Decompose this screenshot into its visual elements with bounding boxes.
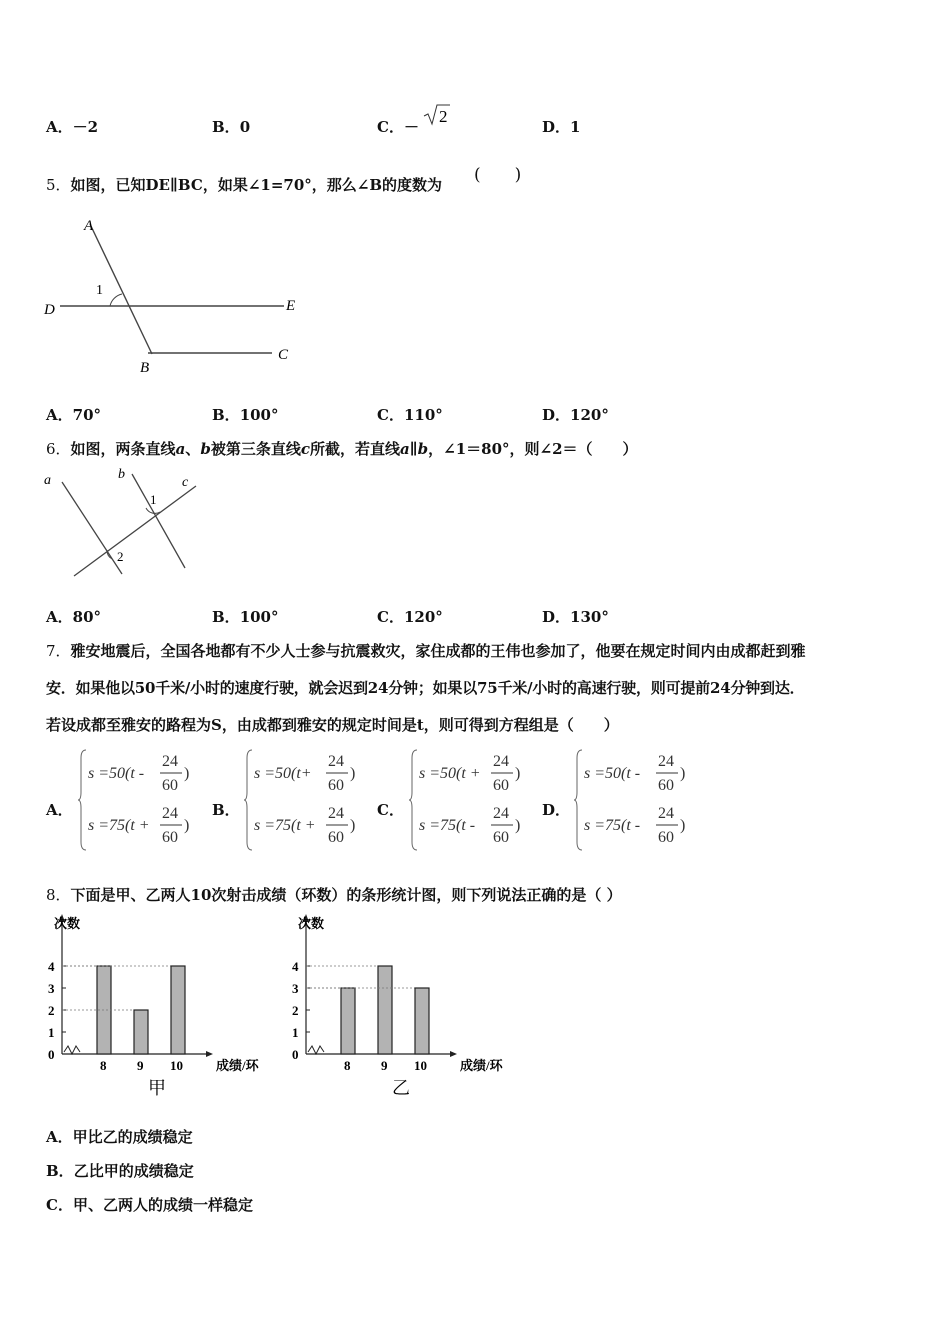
axis-break bbox=[64, 1046, 80, 1054]
q7-stem-line1: 7．雅安地震后，全国各地都有不少人士参与抗震救灾，家住成都的王伟也参加了，他要在规定时间内由成都赶到雅 bbox=[46, 642, 806, 660]
x-tick-label: 8 bbox=[100, 1058, 107, 1073]
fraction-denominator: 60 bbox=[328, 829, 344, 846]
equation-suffix: ) bbox=[515, 765, 521, 782]
y-tick-label: 1 bbox=[48, 1025, 55, 1040]
label-a: a bbox=[44, 473, 51, 488]
fraction-denominator: 60 bbox=[658, 777, 674, 794]
q7-option-c: C． bbox=[377, 801, 404, 819]
chart-yi bbox=[284, 908, 524, 1098]
y-tick-label: 0 bbox=[292, 1047, 299, 1062]
fraction-numerator: 24 bbox=[162, 753, 178, 770]
fraction-numerator: 24 bbox=[493, 753, 509, 770]
q7-stem-line2: 安．如果他以50千米/小时的速度行驶，就会迟到24分钟；如果以75千米/小时的高速行驶，则可提前24分钟到达． bbox=[46, 679, 805, 697]
chart-title: 甲 bbox=[148, 1078, 166, 1098]
label-b: B bbox=[140, 360, 150, 376]
x-tick-label: 9 bbox=[137, 1058, 144, 1073]
equation-suffix: ) bbox=[350, 817, 356, 834]
q7-option-a: A． bbox=[46, 801, 73, 819]
y-tick-label: 2 bbox=[292, 1003, 299, 1018]
y-axis-label: 次数 bbox=[54, 916, 81, 931]
sqrt-radicand: 2 bbox=[439, 107, 448, 126]
y-tick-label: 4 bbox=[292, 959, 299, 974]
x-axis-arrow bbox=[450, 1051, 457, 1057]
fraction-denominator: 60 bbox=[493, 777, 509, 794]
q7-option-d-system bbox=[574, 748, 704, 852]
line-a bbox=[62, 482, 122, 574]
q7-option-a-system bbox=[78, 748, 208, 852]
label-c: c bbox=[182, 475, 189, 490]
chart-title: 乙 bbox=[392, 1078, 410, 1098]
q7-stem-line3: 若设成都至雅安的路程为S，由成都到雅安的规定时间是t，则可得到方程组是（ ） bbox=[46, 716, 619, 734]
fraction-denominator: 60 bbox=[493, 829, 509, 846]
y-tick-label: 0 bbox=[48, 1047, 55, 1062]
q5-option-b: B．100° bbox=[212, 406, 279, 424]
q7-option-b: B． bbox=[212, 801, 240, 819]
x-tick-label: 10 bbox=[170, 1058, 183, 1073]
fraction-numerator: 24 bbox=[658, 805, 674, 822]
q6-option-d: D．130° bbox=[542, 608, 609, 626]
equation-prefix: s =75(t - bbox=[419, 817, 476, 834]
fraction-denominator: 60 bbox=[162, 777, 178, 794]
equation-suffix: ) bbox=[350, 765, 356, 782]
q6-option-a: A．80° bbox=[46, 608, 102, 626]
label-d: D bbox=[44, 302, 55, 318]
equation-suffix: ) bbox=[184, 817, 190, 834]
fraction-denominator: 60 bbox=[328, 777, 344, 794]
q6-stem: 6．如图，两条直线a、b被第三条直线c所截，若直线a∥b，∠1＝80°，则∠2＝（ ） bbox=[46, 440, 638, 458]
q6-figure bbox=[40, 462, 210, 582]
q5-option-c: C．110° bbox=[377, 406, 443, 424]
x-tick-label: 10 bbox=[414, 1058, 427, 1073]
fraction-denominator: 60 bbox=[162, 829, 178, 846]
bar-9 bbox=[378, 966, 392, 1054]
equation-prefix: s =75(t + bbox=[254, 817, 316, 834]
label-angle-1: 1 bbox=[96, 283, 103, 298]
x-axis-label: 成绩/环 bbox=[460, 1058, 503, 1073]
fraction-denominator: 60 bbox=[658, 829, 674, 846]
y-axis-label: 次数 bbox=[298, 916, 325, 931]
equation-prefix: s =75(t - bbox=[584, 817, 641, 834]
bar-10 bbox=[415, 988, 429, 1054]
equation-prefix: s =50(t + bbox=[419, 765, 481, 782]
q4-option-a: A．－2 bbox=[46, 118, 99, 136]
q8-option-b: B．乙比甲的成绩稳定 bbox=[46, 1162, 194, 1180]
label-c: C bbox=[278, 347, 289, 363]
equation-suffix: ) bbox=[680, 765, 686, 782]
y-tick-label: 3 bbox=[48, 981, 55, 996]
equation-suffix: ) bbox=[680, 817, 686, 834]
q5-figure bbox=[40, 210, 310, 380]
equation-prefix: s =50(t - bbox=[88, 765, 145, 782]
fraction-numerator: 24 bbox=[658, 753, 674, 770]
q4-option-b: B．0 bbox=[212, 118, 251, 136]
brace bbox=[78, 750, 86, 850]
q7-option-c-system bbox=[409, 748, 539, 852]
x-tick-label: 9 bbox=[381, 1058, 388, 1073]
line-b bbox=[132, 474, 185, 568]
y-tick-label: 3 bbox=[292, 981, 299, 996]
line-c bbox=[74, 486, 196, 576]
equation-suffix: ) bbox=[515, 817, 521, 834]
q6-option-c: C．120° bbox=[377, 608, 443, 626]
q7-option-d: D． bbox=[542, 801, 571, 819]
sqrt-2-symbol bbox=[422, 102, 452, 130]
fraction-numerator: 24 bbox=[328, 753, 344, 770]
q4-option-c: C．－ bbox=[377, 118, 419, 136]
x-axis-arrow bbox=[206, 1051, 213, 1057]
equation-suffix: ) bbox=[184, 765, 190, 782]
q8-option-a: A．甲比乙的成绩稳定 bbox=[46, 1128, 193, 1146]
q8-stem: 8．下面是甲、乙两人10次射击成绩（环数）的条形统计图，则下列说法正确的是（ ） bbox=[46, 886, 622, 904]
label-angle-1: 1 bbox=[150, 492, 157, 507]
label-a: A bbox=[84, 218, 94, 234]
q6-option-b: B．100° bbox=[212, 608, 279, 626]
x-tick-label: 8 bbox=[344, 1058, 351, 1073]
label-e: E bbox=[286, 298, 296, 314]
brace bbox=[574, 750, 582, 850]
q5-option-a: A．70° bbox=[46, 406, 102, 424]
q5-stem: 5．如图，已知DE∥BC，如果∠1=70°，那么∠B的度数为 bbox=[46, 176, 443, 194]
x-axis-label: 成绩/环 bbox=[216, 1058, 259, 1073]
angle-1-arc bbox=[110, 294, 122, 306]
bar-10 bbox=[171, 966, 185, 1054]
equation-prefix: s =50(t+ bbox=[254, 765, 312, 782]
bar-9 bbox=[134, 1010, 148, 1054]
equation-prefix: s =50(t - bbox=[584, 765, 641, 782]
chart-jia bbox=[40, 908, 280, 1098]
y-tick-label: 1 bbox=[292, 1025, 299, 1040]
y-tick-label: 2 bbox=[48, 1003, 55, 1018]
brace bbox=[244, 750, 252, 850]
y-tick-label: 4 bbox=[48, 959, 55, 974]
label-b: b bbox=[118, 467, 125, 482]
equation-prefix: s =75(t + bbox=[88, 817, 150, 834]
fraction-numerator: 24 bbox=[162, 805, 178, 822]
brace bbox=[409, 750, 417, 850]
fraction-numerator: 24 bbox=[328, 805, 344, 822]
fraction-numerator: 24 bbox=[493, 805, 509, 822]
bar-8 bbox=[341, 988, 355, 1054]
q7-option-b-system bbox=[244, 748, 374, 852]
axis-break bbox=[308, 1046, 324, 1054]
q8-option-c: C．甲、乙两人的成绩一样稳定 bbox=[46, 1196, 253, 1214]
label-angle-2: 2 bbox=[117, 549, 124, 564]
q5-option-d: D．120° bbox=[542, 406, 609, 424]
q5-answer-paren: ( ) bbox=[474, 165, 522, 185]
q4-option-d: D．1 bbox=[542, 118, 581, 136]
